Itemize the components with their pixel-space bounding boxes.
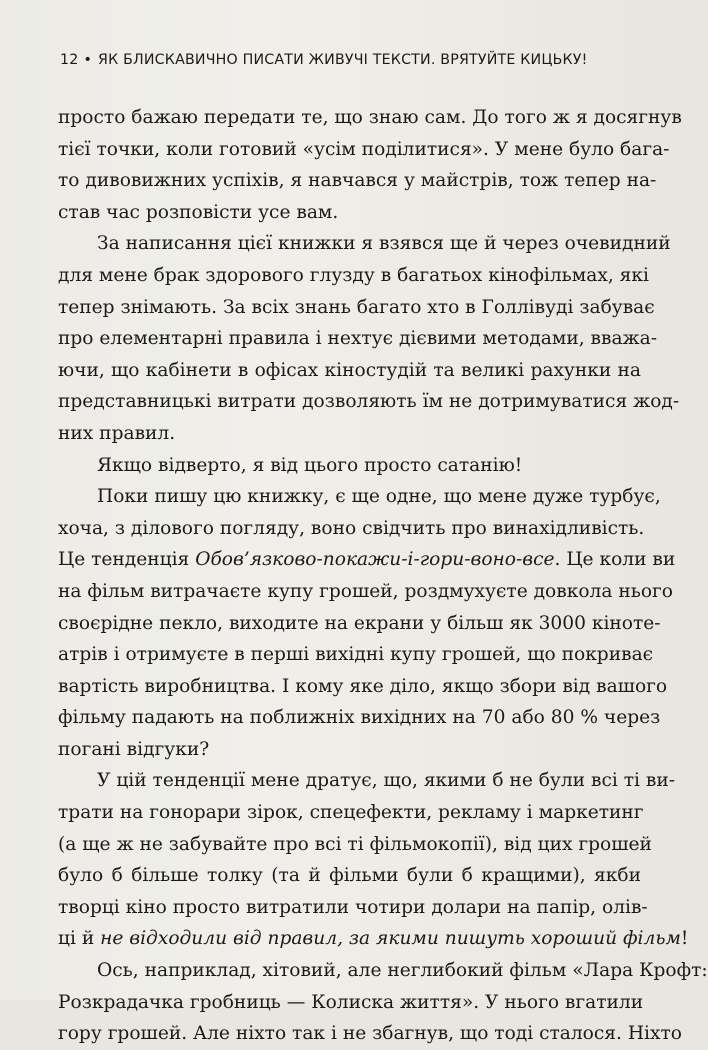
book-title: ЯК БЛИСКАВИЧНО ПИСАТИ ЖИВУЧІ ТЕКСТИ. ВРЯТУЙТЕ КИЦЬКУ! bbox=[98, 52, 588, 68]
line-start: ці й bbox=[58, 928, 101, 950]
text-line: просто бажаю передати те, що знаю сам. До того ж я досягнув bbox=[58, 107, 682, 128]
text-line: За написання цієї книжки я взявся ще й через очевидний bbox=[97, 233, 671, 255]
text-line: на фільм витрачаєте купу грошей, роздмухуєте довкола нього bbox=[58, 580, 673, 602]
text-line: то дивовижних успіхів, я навчався у майстрів, тож тепер на- bbox=[58, 170, 657, 192]
header-separator: • bbox=[83, 52, 93, 68]
text-line: вартість виробництва. І кому яке діло, якщо збори від вашого bbox=[58, 675, 668, 697]
text-line: Розкрадачка гробниць — Колиска життя». У нього вгатили bbox=[58, 991, 644, 1013]
body-text bbox=[58, 102, 708, 1050]
text-line: творці кіно просто витратили чотири долари на папір, олів- bbox=[58, 896, 648, 918]
text-line: них правил. bbox=[58, 422, 176, 444]
line-end: ! bbox=[680, 928, 689, 950]
text-line-with-italic bbox=[58, 544, 676, 576]
text-line: тієї точки, коли готовий «усім поділитися». У мене було бага- bbox=[58, 138, 670, 160]
text-line: Ось, наприклад, хітовий, але неглибокий фільм «Лара Крофт: bbox=[97, 960, 708, 982]
text-line: Якщо відверто, я від цього просто сатанію! bbox=[97, 454, 523, 476]
text-line: хоча, з ділового погляду, воно свідчить про винахідливість. bbox=[58, 517, 645, 539]
line-end: . Це коли ви bbox=[554, 549, 676, 571]
text-line: фільму падають на поближніх вихідних на 70 або 80 % через bbox=[58, 707, 661, 729]
line-start: Це тенденція bbox=[58, 549, 196, 571]
italic-phrase: Обов’язково-покажи-і-гори-воно-все bbox=[195, 549, 555, 571]
text-line: тепер знімають. За всіх знань багато хто в Голлівуді забуває bbox=[58, 296, 655, 318]
text-line: для мене брак здорового глузду в багатьох кінофільмах, які bbox=[58, 264, 649, 286]
page-number: 12 bbox=[60, 52, 79, 68]
text-line: (а ще ж не забувайте про всі ті фільмокопії), від цих грошей bbox=[58, 833, 652, 855]
text-line: ючи, що кабінети в офісах кіностудій та великі рахунки на bbox=[58, 359, 641, 381]
text-line: став час розповісти усе вам. bbox=[58, 201, 339, 223]
italic-phrase: не відходили від правил, за якими пишуть хороший фільм bbox=[100, 928, 681, 950]
text-line: своєрідне пекло, виходите на екрани у більш як 3000 кіноте- bbox=[58, 612, 661, 634]
text-line-with-italic bbox=[58, 923, 689, 955]
text-line: атрів і отримуєте в перші вихідні купу грошей, що покриває bbox=[58, 644, 654, 666]
text-line: про елементарні правила і нехтує дієвими методами, вважа- bbox=[58, 328, 658, 350]
text-line: погані відгуки? bbox=[58, 738, 210, 760]
text-line: трати на гонорари зірок, спецефекти, рекламу і маркетинг bbox=[58, 802, 644, 824]
running-head bbox=[60, 52, 620, 68]
text-line: гору грошей. Але ніхто так і не збагнув, що тоді сталося. Ніхто bbox=[58, 1023, 682, 1045]
text-line: Поки пишу цю книжку, є ще одне, що мене дуже турбує, bbox=[97, 486, 661, 508]
text-line: було б більше толку (та й фільми були б кращими), якби bbox=[58, 865, 641, 887]
text-line: У цій тенденції мене дратує, що, якими б не були всі ті ви- bbox=[97, 770, 676, 792]
text-line: представницькі витрати дозволяють їм не дотримуватися жод- bbox=[58, 391, 680, 413]
